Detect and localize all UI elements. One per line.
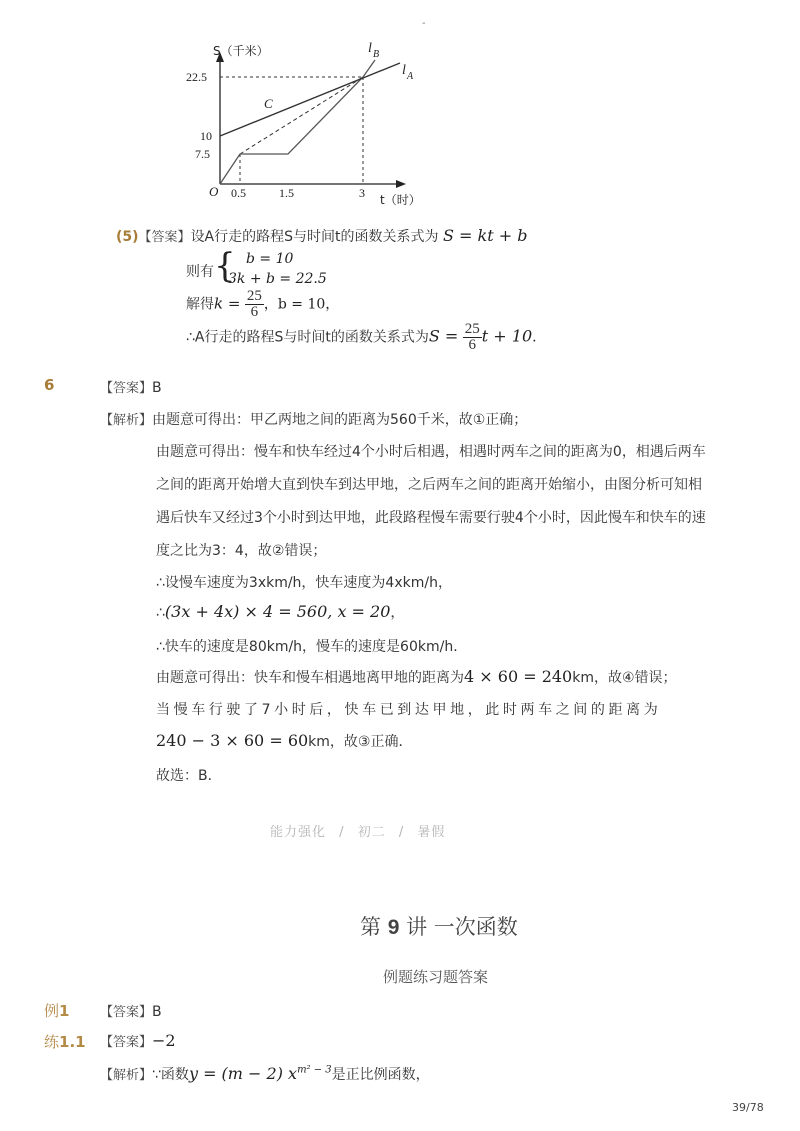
footer-mid: 初二 bbox=[357, 825, 386, 840]
part5-concl-dot: . bbox=[532, 329, 537, 346]
footer-sep1: / bbox=[339, 825, 345, 840]
q6-meet-math: 4 × 60 = 240 bbox=[464, 667, 573, 686]
lecture-title-pre: 第 bbox=[360, 915, 381, 939]
q6-meet-line bbox=[156, 667, 677, 687]
q6-analysis-tag: 【解析】 bbox=[100, 413, 153, 428]
q6-after-line: 当慢车行驶了7小时后，快车已到达甲地，此时两车之间的距离为 bbox=[156, 702, 662, 718]
practice-1.1-answer-tag: 【答案】 bbox=[100, 1035, 153, 1050]
line-A bbox=[220, 63, 400, 136]
example-1-answer bbox=[100, 1001, 162, 1020]
system-brace: { bbox=[214, 246, 236, 286]
part5-solve-k: k = bbox=[214, 294, 241, 313]
example-1-num: 1 bbox=[59, 1002, 70, 1020]
practice-1.1-analysis-tag: 【解析】 bbox=[100, 1068, 153, 1083]
origin-label: O bbox=[209, 184, 219, 199]
q6-calc-line bbox=[156, 731, 412, 751]
part5-concl-tail: t + 10 bbox=[481, 326, 533, 346]
y-tick-22.5: 22.5 bbox=[186, 70, 207, 84]
y-axis-label: S（千米） bbox=[213, 44, 269, 58]
part5-line1 bbox=[116, 226, 527, 246]
part5-line1-text: 设A行走的路程S与时间t的函数关系式为 bbox=[190, 229, 439, 245]
footer-left: 能力强化 bbox=[270, 825, 327, 840]
q6-line-2: 之间的距离开始增大直到快车到达甲地，之后两车之间的距离开始缩小，由图分析可知相 bbox=[156, 477, 702, 493]
q6-speed-line: ∴快车的速度是80km/h，慢车的速度是60km/h． bbox=[156, 639, 468, 655]
practice-1.1-num: 1.1 bbox=[59, 1033, 86, 1051]
part5-line1-math: S = kt + b bbox=[442, 226, 528, 245]
q6-calc-tail: km，故③正确． bbox=[308, 734, 413, 750]
q6-choice-line: 故选：B． bbox=[156, 768, 222, 784]
part5-concl-fraction bbox=[463, 322, 482, 353]
part5-solve-b: ，b = 10， bbox=[263, 296, 340, 313]
practice-1.1-analysis bbox=[100, 1064, 430, 1084]
q6-answer bbox=[100, 377, 162, 396]
practice-1.1-exponent: m² − 3 bbox=[297, 1064, 332, 1076]
system-eq2: 3k + b = 22.5 bbox=[228, 271, 327, 287]
x-tick-1.5: 1.5 bbox=[279, 186, 294, 200]
concl-frac-den: 6 bbox=[468, 337, 477, 353]
footer-right: 暑假 bbox=[417, 825, 446, 840]
solve-frac-den: 6 bbox=[250, 304, 259, 320]
line-B-dashed bbox=[240, 77, 363, 154]
practice-1.1-func: y = (m − 2) x bbox=[188, 1064, 298, 1083]
q6-line-0: 由题意可得出：甲乙两地之间的距离为560千米，故①正确； bbox=[152, 412, 528, 428]
line-B-sub: B bbox=[373, 49, 380, 60]
practice-1.1-label bbox=[44, 1031, 86, 1052]
line-B-label: l bbox=[368, 41, 372, 56]
lecture-subtitle: 例题练习题答案 bbox=[383, 968, 489, 986]
concl-frac-num: 25 bbox=[464, 321, 480, 337]
q6-equation-line bbox=[156, 602, 404, 622]
lecture-title-post: 讲 一次函数 bbox=[406, 915, 518, 939]
q6-eq-math: (3x + 4x) × 4 = 560, x = 20 bbox=[164, 602, 391, 621]
y-tick-7.5: 7.5 bbox=[195, 147, 210, 161]
x-axis-arrow bbox=[396, 180, 406, 188]
part5-number: (5) bbox=[116, 229, 139, 245]
line-A-sub: A bbox=[407, 71, 414, 82]
x-axis-label: t（时） bbox=[380, 193, 421, 207]
part5-concl-text: ∴A行走的路程S与时间t的函数关系式为 bbox=[186, 329, 429, 346]
part5-conclusion bbox=[186, 322, 537, 353]
q6-answer-value: B bbox=[152, 380, 162, 396]
point-C-label: C bbox=[264, 96, 273, 111]
page-footer bbox=[270, 821, 445, 840]
q6-line-1: 由题意可得出：慢车和快车经过4个小时后相遇，相遇时两车之间的距离为0，相遇后两车 bbox=[156, 444, 706, 460]
q6-answer-tag: 【答案】 bbox=[100, 381, 153, 396]
example-1-label bbox=[44, 1000, 69, 1021]
page-top-mark: - bbox=[422, 18, 426, 29]
q6-line-4: 度之比为3：4，故②错误； bbox=[156, 543, 327, 559]
q6-analysis-line0 bbox=[100, 409, 527, 429]
part5-concl-S: S = bbox=[428, 326, 459, 346]
line-A-label: l bbox=[402, 63, 406, 78]
solve-frac-num: 25 bbox=[246, 288, 262, 304]
y-tick-10: 10 bbox=[200, 129, 212, 143]
practice-1.1-answer-value: −2 bbox=[152, 1031, 176, 1050]
q6-meet-tail: km，故④错误； bbox=[572, 670, 677, 686]
part5-solve-fraction bbox=[245, 289, 264, 320]
practice-1.1-because: ∵函数 bbox=[152, 1067, 189, 1083]
distance-time-graph bbox=[180, 38, 450, 216]
q6-eq-prefix: ∴ bbox=[156, 605, 165, 621]
part5-solve bbox=[186, 289, 339, 320]
lecture-title bbox=[360, 911, 518, 941]
example-1-answer-tag: 【答案】 bbox=[100, 1005, 153, 1020]
system-eq1: b = 10 bbox=[246, 251, 294, 267]
q6-line-3: 遇后快车又经过3个小时到达甲地，此段路程慢车需要行驶4个小时，因此慢车和快车的速 bbox=[156, 510, 706, 526]
part5-solve-text: 解得 bbox=[186, 296, 214, 313]
x-tick-3: 3 bbox=[359, 186, 365, 200]
example-1-pre: 例 bbox=[44, 1002, 60, 1020]
q6-number: 6 bbox=[44, 376, 55, 394]
q6-calc-math: 240 − 3 × 60 = 60 bbox=[156, 731, 309, 750]
q6-meet-text: 由题意可得出：快车和慢车相遇地离甲地的距离为 bbox=[156, 670, 464, 686]
line-B-path bbox=[220, 60, 375, 184]
x-tick-0.5: 0.5 bbox=[231, 186, 246, 200]
practice-1.1-pre: 练 bbox=[44, 1033, 60, 1051]
part5-then-text: 则有 bbox=[186, 264, 214, 280]
part5-answer-tag: 【答案】 bbox=[138, 230, 191, 245]
example-1-answer-value: B bbox=[152, 1004, 162, 1020]
q6-line-5: ∴设慢车速度为3xkm/h，快车速度为4xkm/h， bbox=[156, 575, 452, 591]
page-number: 39/78 bbox=[732, 1101, 764, 1114]
lecture-title-num: 9 bbox=[387, 916, 400, 939]
practice-1.1-tail: 是正比例函数， bbox=[331, 1067, 430, 1083]
practice-1.1-answer bbox=[100, 1031, 176, 1050]
footer-sep2: / bbox=[398, 825, 405, 840]
q6-eq-suffix: ， bbox=[390, 605, 405, 621]
